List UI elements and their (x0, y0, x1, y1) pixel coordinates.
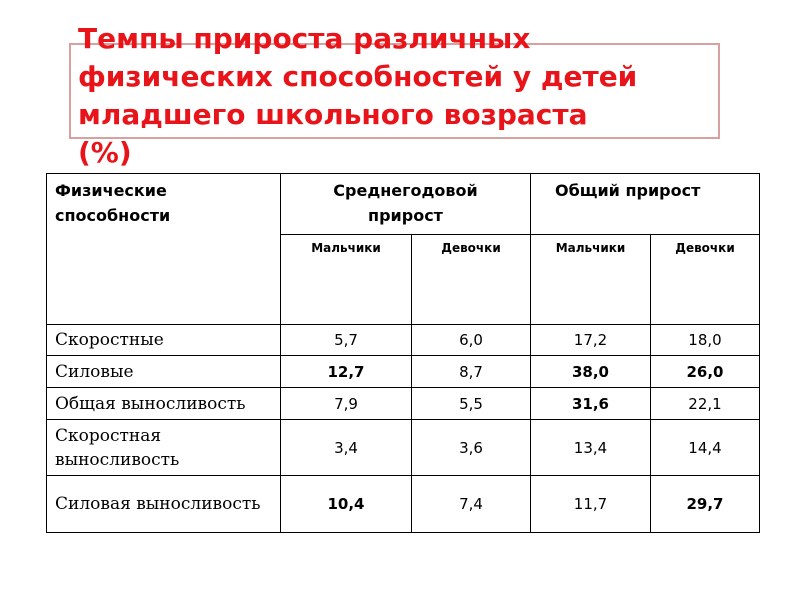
table-header-row (47, 174, 760, 235)
value-cell: 7,4 (412, 476, 531, 533)
table-row (47, 476, 760, 533)
value-cell: 26,0 (651, 356, 760, 388)
value-cell: 17,2 (531, 325, 651, 356)
value-cell: 14,4 (651, 420, 760, 476)
value-cell: 5,5 (412, 388, 531, 420)
value-cell: 8,7 (412, 356, 531, 388)
table-row (47, 325, 760, 356)
header-total-growth: Общий прирост (531, 174, 760, 235)
row-label: Общая выносливость (47, 388, 281, 420)
value-cell: 3,4 (281, 420, 412, 476)
growth-rates-table (46, 173, 760, 533)
row-label: Силовые (47, 356, 281, 388)
subheader-boys: Мальчики (531, 235, 651, 325)
value-cell: 29,7 (651, 476, 760, 533)
value-cell: 22,1 (651, 388, 760, 420)
value-cell: 3,6 (412, 420, 531, 476)
table-row (47, 356, 760, 388)
header-annual-growth: Среднегодовой прирост (281, 174, 531, 235)
table-row (47, 420, 760, 476)
value-cell: 10,4 (281, 476, 412, 533)
value-cell: 5,7 (281, 325, 412, 356)
value-cell: 12,7 (281, 356, 412, 388)
header-abilities: Физические способности (47, 174, 281, 325)
value-cell: 6,0 (412, 325, 531, 356)
subheader-boys: Мальчики (281, 235, 412, 325)
value-cell: 13,4 (531, 420, 651, 476)
table-row (47, 388, 760, 420)
value-cell: 31,6 (531, 388, 651, 420)
value-cell: 7,9 (281, 388, 412, 420)
row-label: Силовая выносливость (47, 476, 281, 533)
row-label: Скоростные (47, 325, 281, 356)
row-label: Скоростная выносливость (47, 420, 281, 476)
value-cell: 11,7 (531, 476, 651, 533)
subheader-girls: Девочки (412, 235, 531, 325)
subheader-girls: Девочки (651, 235, 760, 325)
value-cell: 38,0 (531, 356, 651, 388)
value-cell: 18,0 (651, 325, 760, 356)
slide-title: Темпы прироста различных физических способностей у детей младшего школьного возраста (%) (78, 22, 638, 169)
